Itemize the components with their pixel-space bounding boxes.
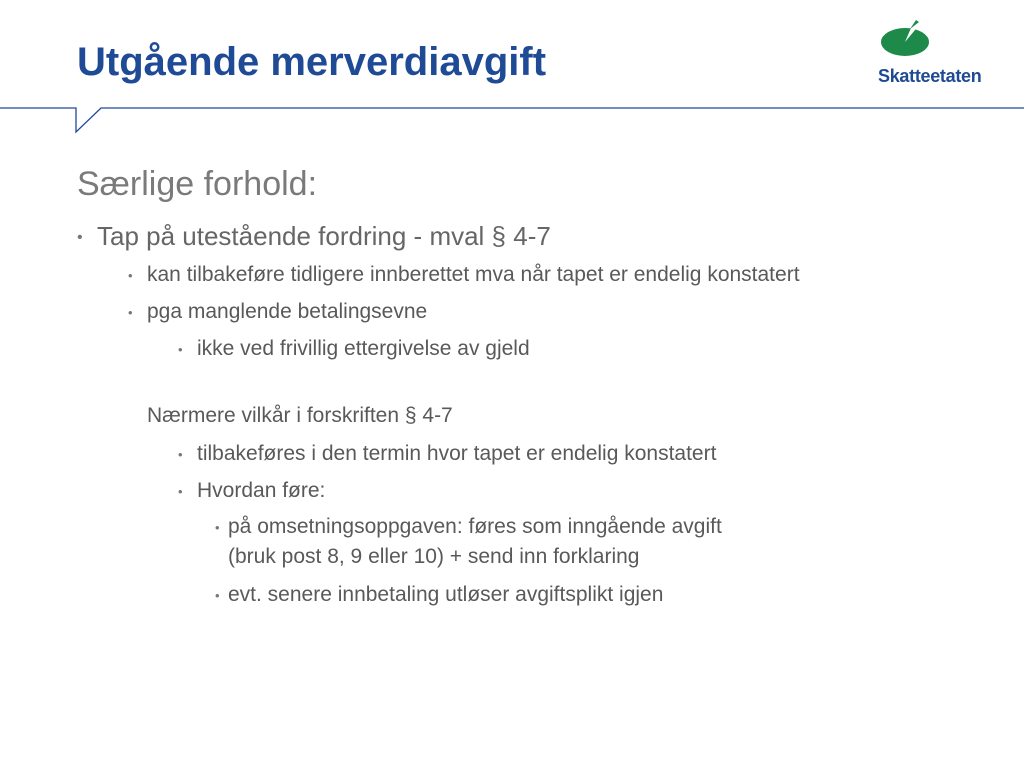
sub-bullet-1: kan tilbakeføre tidligere innberettet mva når tapet er endelig konstatert (147, 263, 800, 286)
bullet-dot: • (128, 268, 133, 283)
slide-title: Utgående merverdiavgift (77, 40, 547, 84)
bullet-dot: • (128, 305, 133, 320)
note-bullet-2: Hvordan føre: (197, 479, 326, 502)
note-heading: Nærmere vilkår i forskriften § 4-7 (147, 404, 453, 427)
note-sub-bullet-1-continuation: (bruk post 8, 9 eller 10) + send inn forklaring (228, 545, 640, 568)
bullet-dot: • (178, 484, 183, 499)
bullet-dot: • (178, 342, 183, 357)
logo-text: Skatteetaten (878, 66, 982, 86)
bullet-dot: • (178, 447, 183, 462)
note-sub-bullet-2: evt. senere innbetaling utløser avgiftsplikt igjen (228, 583, 664, 606)
sub-bullet-2: pga manglende betalingsevne (147, 300, 428, 323)
section-heading: Særlige forhold: (77, 165, 318, 203)
bullet-dot: • (215, 588, 220, 603)
bullet-dot: • (215, 520, 220, 535)
note-bullet-1: tilbakeføres i den termin hvor tapet er endelig konstatert (197, 442, 717, 465)
bullet-main: Tap på utestående fordring - mval § 4-7 (97, 221, 551, 251)
note-sub-bullet-1: på omsetningsoppgaven: føres som inngående avgift (228, 515, 722, 538)
bullet-dot: • (77, 229, 83, 246)
sub-sub-bullet-1: ikke ved frivillig ettergivelse av gjeld (197, 337, 530, 360)
